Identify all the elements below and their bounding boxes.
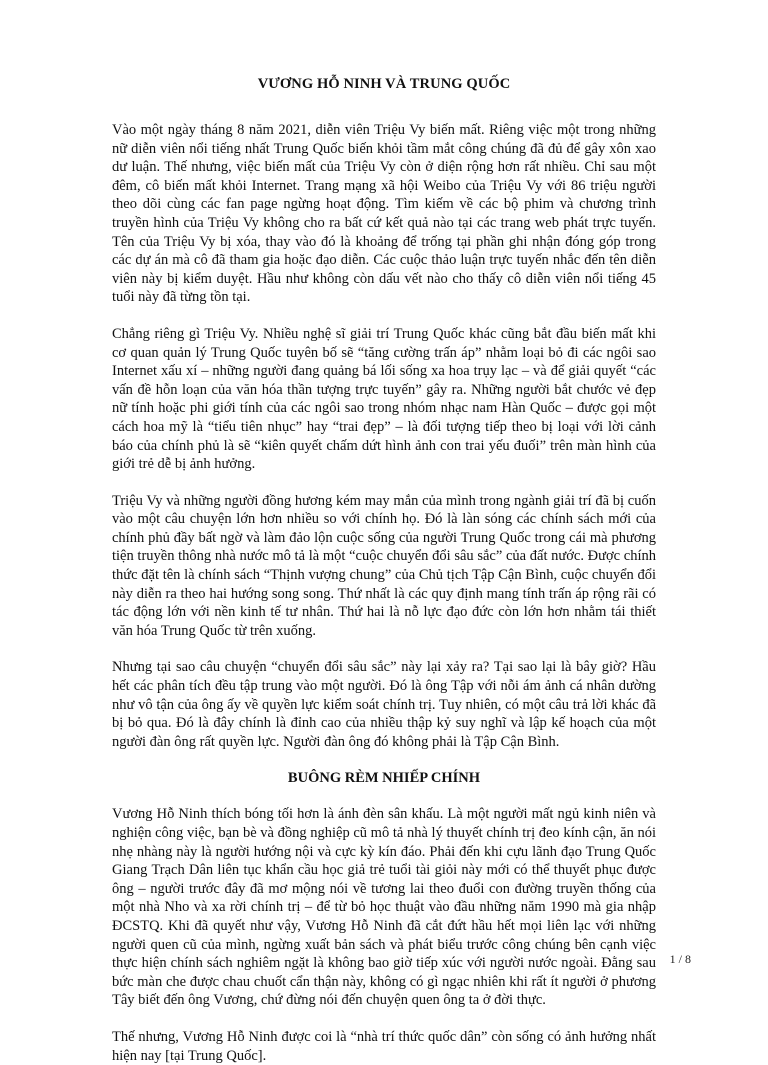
paragraph: Chẳng riêng gì Triệu Vy. Nhiều nghệ sĩ giải trí Trung Quốc khác cũng bắt đầu biến mất khi cơ quan quản lý Trung Quốc tuyên bố sẽ “tăng cường trấn áp” nhằm loại bỏ đi các ngôi sao Internet xấu xí – những người đang quảng bá lối sống xa hoa trụy lạc – và để giải quyết “các vấn đề hỗn loạn của văn hóa thần tượng trực tuyến” gây ra. Những người bắt chước vẻ đẹp nữ tính hoặc phi giới tính của các ngôi sao trong nhóm nhạc nam Hàn Quốc – được gọi một cách hoa mỹ là “tiểu tiên nhục” hay “trai đẹp” – là đối tượng tiếp theo bị loại với lời cảnh báo của chính phủ là sẽ “kiên quyết chấm dứt hình ảnh con trai yếu đuối” trên màn hình của giới trẻ dễ bị ảnh hưởng. bbox=[112, 325, 656, 473]
paragraph: Vào một ngày tháng 8 năm 2021, diễn viên Triệu Vy biến mất. Riêng việc một trong những nữ diễn viên nổi tiếng nhất Trung Quốc biến khỏi tầm mắt công chúng đã đủ để gây xôn xao dư luận. Thế nhưng, việc biến mất của Triệu Vy còn ở diện rộng hơn rất nhiều. Chỉ sau một đêm, cô biến mất khỏi Internet. Trang mạng xã hội Weibo của Triệu Vy với 86 triệu người theo dõi cùng các fan page ngừng hoạt động. Tìm kiếm về các bộ phim và chương trình truyền hình của Triệu Vy không cho ra bất cứ kết quả nào tại các trang web phát trực tuyến. Tên của Triệu Vy bị xóa, thay vào đó là khoảng để trống tại phần ghi nhận đóng góp trong các dự án mà cô đã tham gia hoặc đạo diễn. Các cuộc thảo luận trực tuyến nhắc đến tên diễn viên này bị kiểm duyệt. Hầu như không còn dấu vết nào cho thấy cô diễn viên nổi tiếng 45 tuổi này đã từng tồn tại. bbox=[112, 122, 656, 306]
paragraph: Vương Hỗ Ninh thích bóng tối hơn là ánh đèn sân khấu. Là một người mất ngủ kinh niên và nghiện công việc, bạn bè và đồng nghiệp cũ mô tả nhà lý thuyết chính trị đeo kính cận, ăn nói nhẹ nhàng này là người hướng nội và cực kỳ kín đáo. Phải đến khi cựu lãnh đạo Trung Quốc Giang Trạch Dân liên tục khẩn cầu học giả trẻ tuổi tài giỏi này mới có thể thuyết phục được ông – người trước đây đã mơ mộng nói về tương lai theo đuổi con đường truyền thống của một nhà Nho và xa rời chính trị – để từ bỏ học thuật vào đầu những năm 1990 mà gia nhập ĐCSTQ. Khi đã quyết như vậy, Vương Hỗ Ninh đã cắt đứt hầu hết mọi liên lạc với những người quen cũ của mình, ngừng xuất bản sách và phát biểu trước công chúng bên cạnh việc thực hiện chính sách nghiêm ngặt là không bao giờ tiếp xúc với người nước ngoài. Đằng sau bức màn che được chau chuốt cẩn thận này, không có gì ngạc nhiên khi rất ít người ở phương Tây biết đến ông Vương, chứ đừng nói đến chuyện quen ông ta ở đời thực. bbox=[112, 806, 656, 1009]
section-heading: BUÔNG RÈM NHIẾP CHÍNH bbox=[287, 770, 481, 787]
page-number: 1 / 8 bbox=[669, 952, 691, 966]
paragraph: Nhưng tại sao câu chuyện “chuyển đổi sâu sắc” này lại xảy ra? Tại sao lại là bây giờ? Hầu hết các phân tích đều tập trung vào một người. Đó là ông Tập với nỗi ám ảnh cá nhân dường như vô tận của ông ấy về quyền lực kiểm soát chính trị. Tuy nhiên, có một câu trả lời khác đã bị bỏ qua. Đó là đây chính là đỉnh cao của nhiều thập kỷ suy nghĩ và lập kế hoạch của một người đàn ông rất quyền lực. Người đàn ông đó không phải là Tập Cận Bình. bbox=[112, 659, 656, 750]
paragraph: Triệu Vy và những người đồng hương kém may mắn của mình trong ngành giải trí đã bị cuốn vào một câu chuyện lớn hơn nhiều so với chính họ. Đó là làn sóng các chính sách mới của chính phủ đầy bất ngờ và làm đảo lộn cuộc sống của người Trung Quốc trong cái mà phương tiện truyền thông nhà nước mô tả là một “cuộc chuyển đổi sâu sắc” của đất nước. Được chính thức đặt tên là chính sách “Thịnh vượng chung” của Chủ tịch Tập Cận Bình, cuộc chuyển đổi này diễn ra theo hai hướng song song. Thứ nhất là các quy định mang tính trấn áp rộng rãi có tác động lớn với nền kinh tế tư nhân. Thứ hai là nỗ lực đạo đức còn lớn hơn nhằm tái thiết văn hóa Trung Quốc từ trên xuống. bbox=[112, 492, 656, 639]
paragraph: Thế nhưng, Vương Hỗ Ninh được coi là “nhà trí thức quốc dân” còn sống có ảnh hưởng nhất hiện nay [tại Trung Quốc]. bbox=[112, 1028, 656, 1064]
document-title: VƯƠNG HỖ NINH VÀ TRUNG QUỐC bbox=[257, 76, 511, 92]
